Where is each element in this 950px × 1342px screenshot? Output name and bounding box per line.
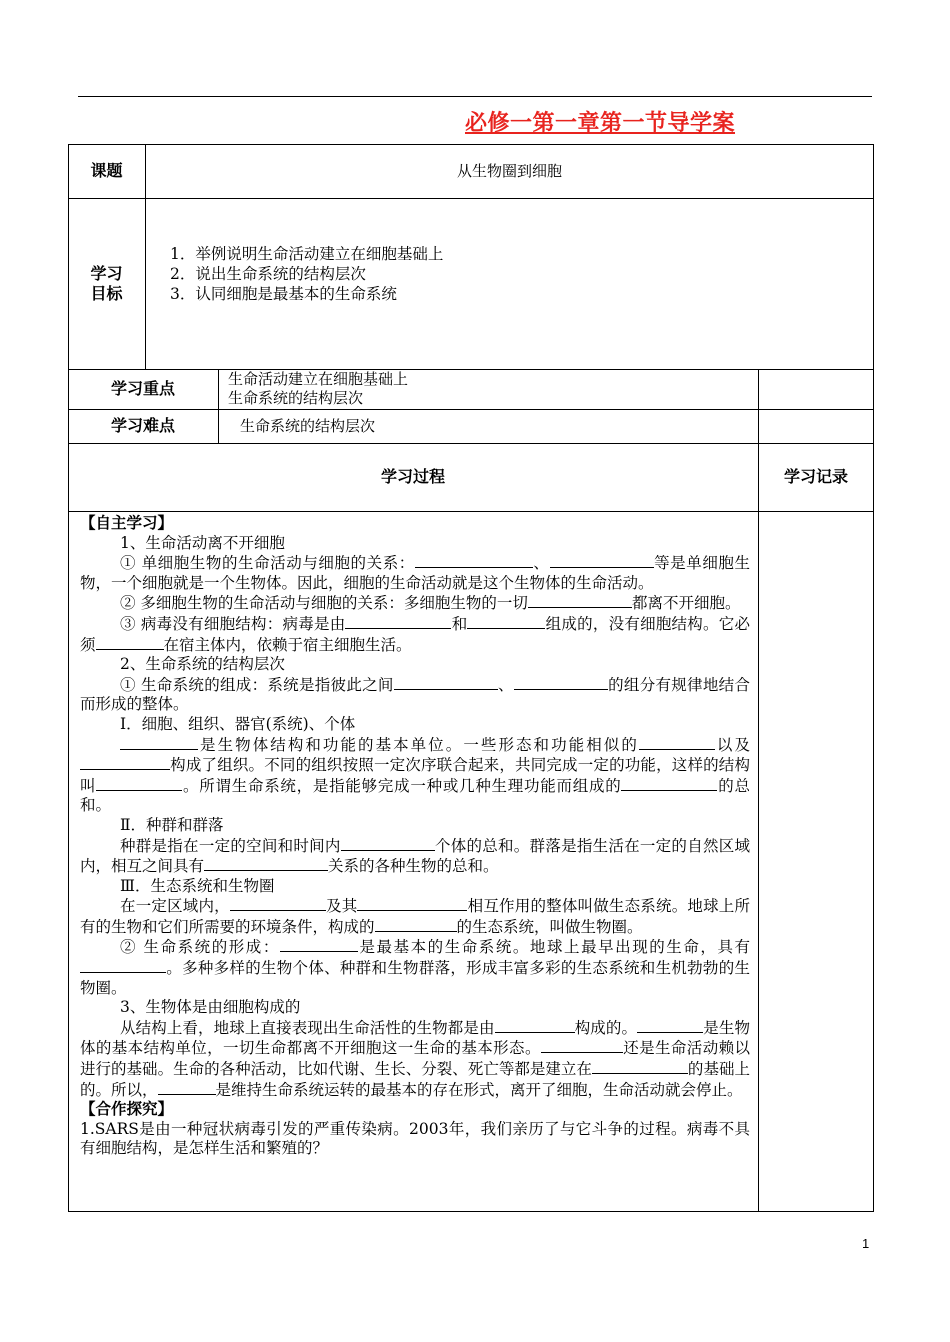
paragraph: [80, 675, 750, 715]
fill-blank: [394, 675, 498, 690]
text: 的组分有规律地结合而形成的整体。: [80, 675, 750, 714]
section-heading: 3、生物体是由细胞构成的: [120, 998, 301, 1017]
fill-blank: [96, 776, 182, 791]
text: ② 多细胞生物的生命活动与细胞的关系：多细胞生物的一切: [120, 594, 528, 613]
fill-blank: [621, 776, 717, 791]
text: 是维持生命系统运转的最基本的存在形式，离开了细胞，生命活动就会停止。: [215, 1080, 743, 1099]
text: 都离不开细胞。: [631, 594, 741, 613]
fill-blank: [514, 675, 608, 690]
text: 种群是指在一定的空间和时间内: [120, 836, 341, 855]
fill-blank: [637, 1018, 703, 1033]
difficulty-value: 生命系统的结构层次: [240, 416, 376, 435]
text: ② 生命系统的形成：: [120, 938, 280, 957]
text: 在宿主体内，依赖于宿主细胞生活。: [163, 635, 412, 654]
focus-label: 学习重点: [110, 379, 175, 398]
fill-blank: [415, 553, 533, 568]
text: 及其: [325, 897, 358, 916]
fill-blank: [204, 856, 328, 871]
text: 关系的各种生物的总和。: [328, 857, 499, 876]
text: 组成的，没有细胞结构。它必须: [80, 614, 750, 654]
fill-blank: [80, 755, 170, 770]
focus-value: [228, 369, 748, 409]
text: 、: [532, 554, 550, 573]
text: 相互作用的整体叫做生态系统。地球上所有的生物和它们所需要的环境条件，构成的: [80, 897, 750, 936]
fill-blank: [96, 635, 164, 650]
question: 1.SARS是由一种冠状病毒引发的严重传染病。2003年，我们亲历了与它斗争的过程。病毒不具有细胞结构，是怎样生活和繁殖的？: [80, 1119, 750, 1158]
goal-item: 2．说出生命系统的结构层次: [170, 265, 366, 283]
text: 。多种多样的生物个体、种群和生物群落，形成丰富多彩的生态系统和生机勃勃的生物圈。: [80, 959, 750, 997]
text: 的基础上的。所以，: [80, 1060, 750, 1099]
page-number: 1: [862, 1236, 870, 1251]
goal-item: 3．认同细胞是最基本的生命系统: [170, 285, 397, 303]
text: 从结构上看，地球上直接表现出生命活性的生物都是由: [120, 1018, 495, 1037]
text: 是生物体结构和功能的基本单位。一些形态和功能相似的: [198, 735, 639, 754]
difficulty-label: 学习难点: [110, 416, 175, 435]
text: ① 单细胞生物的生命活动与细胞的关系：: [120, 554, 415, 573]
text: ① 生命系统的组成：系统是指彼此之间: [120, 675, 394, 694]
paragraph: [80, 553, 750, 593]
text: 构成的。: [574, 1018, 638, 1037]
text: 。所谓生命系统，是指能够完成一种或几种生理功能而组成的: [182, 776, 622, 795]
self-study-heading: 【自主学习】: [80, 514, 174, 532]
fill-blank: [80, 958, 166, 973]
fill-blank: [639, 735, 715, 750]
text: 是生物体的基本结构单位，一切生命都离不开细胞这一生命的基本形态。: [80, 1018, 750, 1058]
document-title: 必修一第一章第一节导学案: [465, 111, 736, 136]
process-header: 学习过程: [380, 467, 445, 486]
text: 以及: [714, 735, 750, 754]
goals-list: [170, 244, 443, 304]
record-header: 学习记录: [783, 467, 848, 486]
text: 是最基本的生命系统。地球上最早出现的生命，具有: [357, 938, 750, 957]
text: 和: [451, 614, 468, 633]
paragraph: [80, 896, 750, 937]
topic-label: 课题: [90, 161, 123, 180]
fill-blank: [528, 593, 632, 608]
text: 的生态系统，叫做生物圈。: [456, 917, 643, 936]
fill-blank: [495, 1018, 575, 1033]
learning-process-content: [80, 514, 750, 1159]
fill-blank: [592, 1059, 688, 1074]
fill-blank: [158, 1080, 216, 1095]
fill-blank: [280, 937, 358, 952]
topic-value: 从生物圈到细胞: [456, 161, 562, 180]
column-divider: [218, 369, 219, 443]
paragraph: [80, 937, 750, 998]
section-heading: 2、生命系统的结构层次: [120, 655, 285, 674]
fill-blank: [541, 1038, 623, 1053]
paragraph: [80, 614, 750, 655]
paragraph: [80, 1018, 750, 1100]
row-divider: [68, 198, 874, 199]
subsection-heading: Ⅱ．种群和群落: [120, 815, 224, 834]
fill-blank: [467, 614, 545, 629]
text: 在一定区域内，: [120, 897, 230, 916]
text: 构成了组织。不同的组织按照一定次序联合起来，共同完成一定的功能，这样的结构叫: [80, 756, 750, 795]
text: 等是单细胞生物，一个细胞就是一个生物体。因此，细胞的生命活动就是这个生物体的生命活动。: [80, 554, 750, 592]
paragraph: [80, 836, 750, 877]
cooperation-heading: 【合作探究】: [80, 1100, 174, 1119]
focus-line: 生命系统的结构层次: [228, 389, 364, 407]
fill-blank: [550, 553, 654, 568]
subsection-heading: Ⅰ．细胞、组织、器官(系统)、个体: [120, 714, 356, 733]
text: ③ 病毒没有细胞结构：病毒是由: [120, 614, 346, 633]
section-heading: 1、生命活动离不开细胞: [120, 533, 285, 552]
goals-label: 学习 目标: [90, 263, 123, 303]
fill-blank: [230, 896, 326, 911]
paragraph: [80, 593, 750, 614]
fill-blank: [345, 614, 451, 629]
fill-blank: [120, 735, 198, 750]
goal-item: 1．举例说明生命活动建立在细胞基础上: [170, 245, 444, 263]
fill-blank: [375, 917, 457, 932]
text: 、: [497, 675, 514, 694]
fill-blank: [341, 836, 435, 851]
subsection-heading: Ⅲ．生态系统和生物圈: [120, 876, 275, 895]
text: 个体的总和。群落是指生活在一定的自然区域内，相互之间具有: [80, 836, 750, 876]
focus-line: 生命活动建立在细胞基础上: [228, 370, 409, 388]
header-rule: [78, 96, 872, 97]
fill-blank: [357, 896, 467, 911]
paragraph: [80, 735, 750, 816]
text: 的总和。: [80, 776, 750, 815]
text: 还是生命活动赖以进行的基础。生命的各种活动，比如代谢、生长、分裂、死亡等都是建立在: [80, 1039, 750, 1079]
row-divider: [68, 511, 874, 512]
